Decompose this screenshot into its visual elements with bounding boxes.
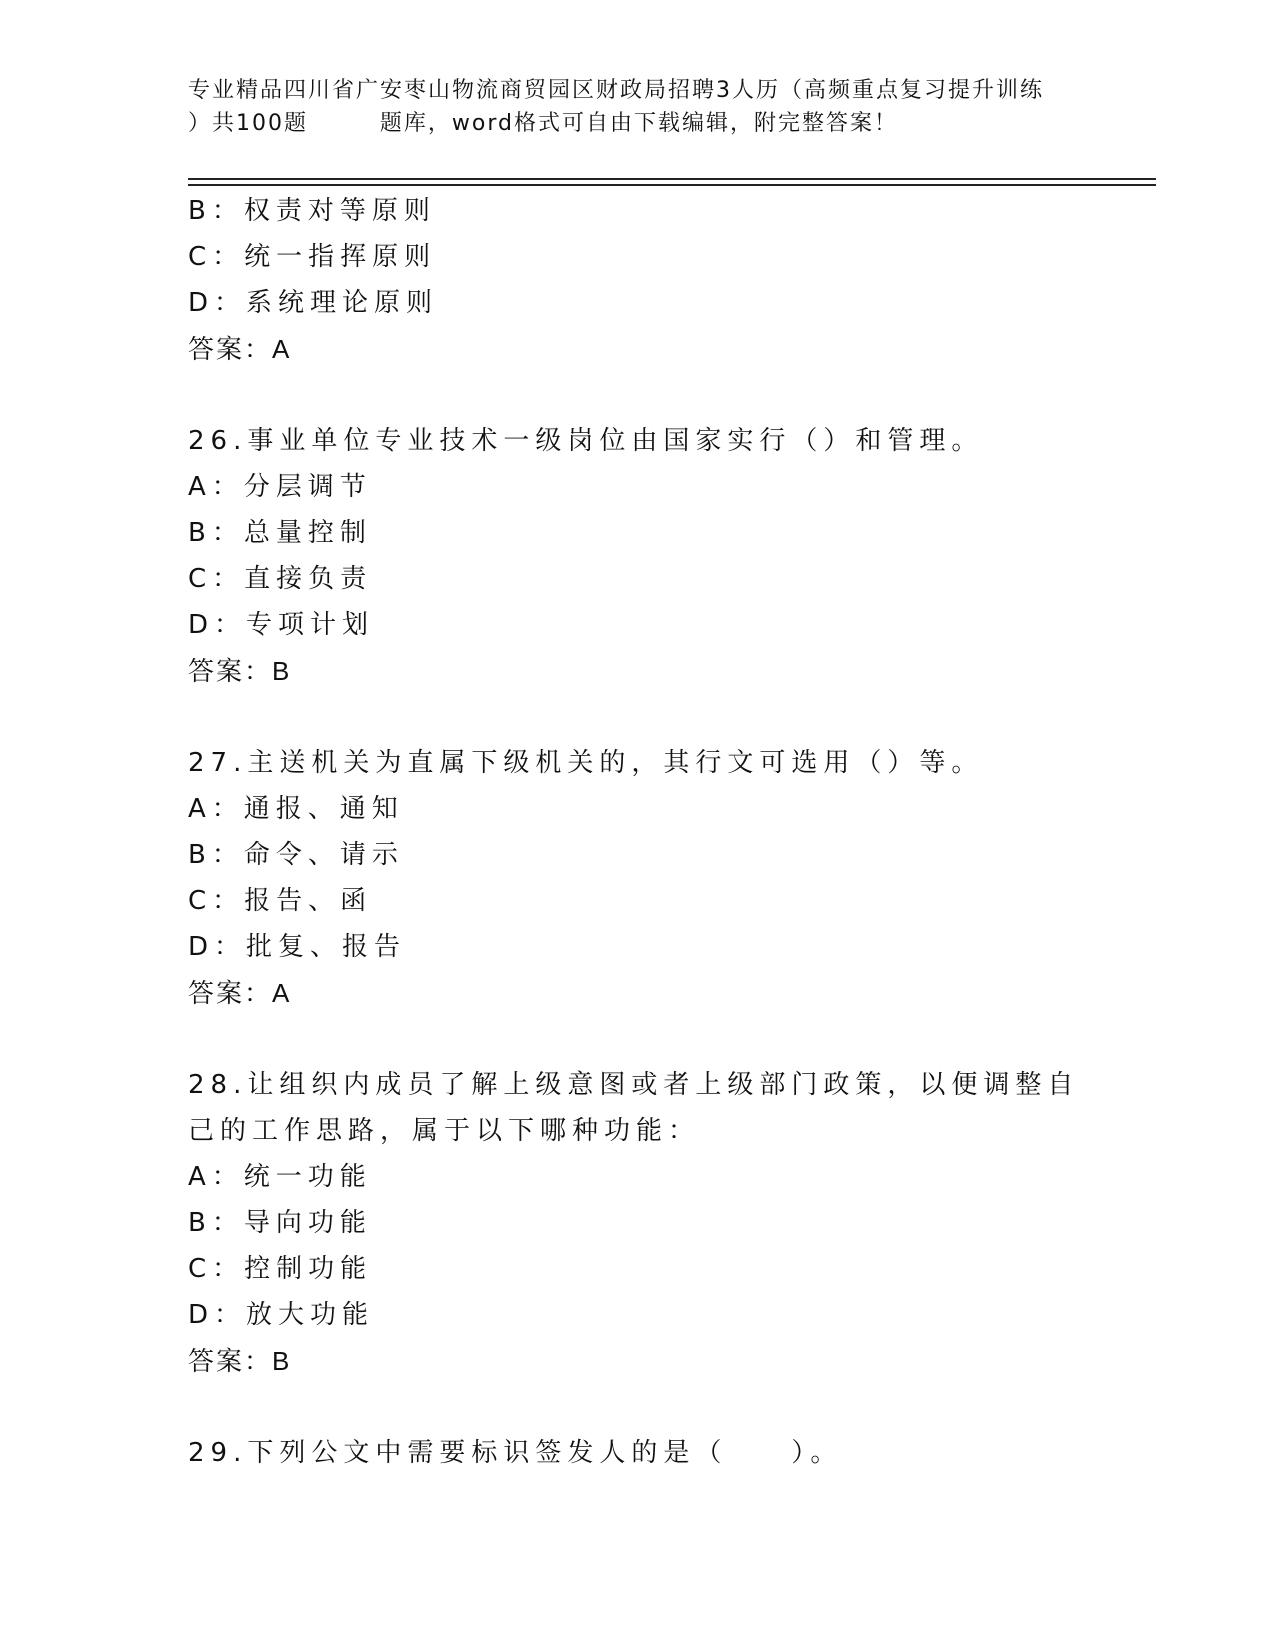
- option-d: D：放大功能: [188, 1300, 375, 1330]
- answer-line: 答案：B: [188, 1346, 292, 1376]
- option-d: D：系统理论原则: [188, 288, 439, 318]
- option-a: A：分层调节: [188, 472, 372, 502]
- option-b: B：导向功能: [188, 1208, 372, 1238]
- question-26: [188, 418, 1088, 694]
- option-c: C：统一指挥原则: [188, 242, 437, 272]
- option-c: C：报告、函: [188, 886, 373, 916]
- header-rule-bottom: [188, 184, 1156, 186]
- option-a: A：通报、通知: [188, 794, 404, 824]
- answer-line: 答案：A: [188, 978, 292, 1008]
- question-28: [188, 1062, 1088, 1384]
- question-stem: 27.主送机关为直属下级机关的，其行文可选用（）等。: [188, 748, 984, 778]
- option-b: B：权责对等原则: [188, 196, 436, 226]
- question-stem: 28.让组织内成员了解上级意图或者上级部门政策，以便调整自己的工作思路，属于以下哪种功能：: [188, 1070, 1080, 1146]
- question-fragment: [188, 188, 1088, 372]
- answer-line: 答案：B: [188, 656, 292, 686]
- header-rule-top: [188, 178, 1156, 180]
- option-c: C：直接负责: [188, 564, 373, 594]
- option-b: B：命令、请示: [188, 840, 404, 870]
- option-b: B：总量控制: [188, 518, 372, 548]
- option-a: A：统一功能: [188, 1162, 372, 1192]
- option-d: D：专项计划: [188, 610, 375, 640]
- document-header: [188, 74, 1088, 140]
- header-title-line-2: ）共100题 题库，word格式可自由下载编辑，附完整答案！: [188, 111, 899, 136]
- option-c: C：控制功能: [188, 1254, 373, 1284]
- question-list: [188, 188, 1088, 1476]
- header-title-line-1: 专业精品四川省广安枣山物流商贸园区财政局招聘3人历（高频重点复习提升训练: [188, 78, 1044, 103]
- question-stem: 29.下列公文中需要标识签发人的是（ ）。: [188, 1438, 843, 1468]
- question-stem: 26.事业单位专业技术一级岗位由国家实行（）和管理。: [188, 426, 984, 456]
- option-d: D：批复、报告: [188, 932, 407, 962]
- answer-line: 答案：A: [188, 334, 292, 364]
- question-29: [188, 1430, 1088, 1476]
- question-27: [188, 740, 1088, 1016]
